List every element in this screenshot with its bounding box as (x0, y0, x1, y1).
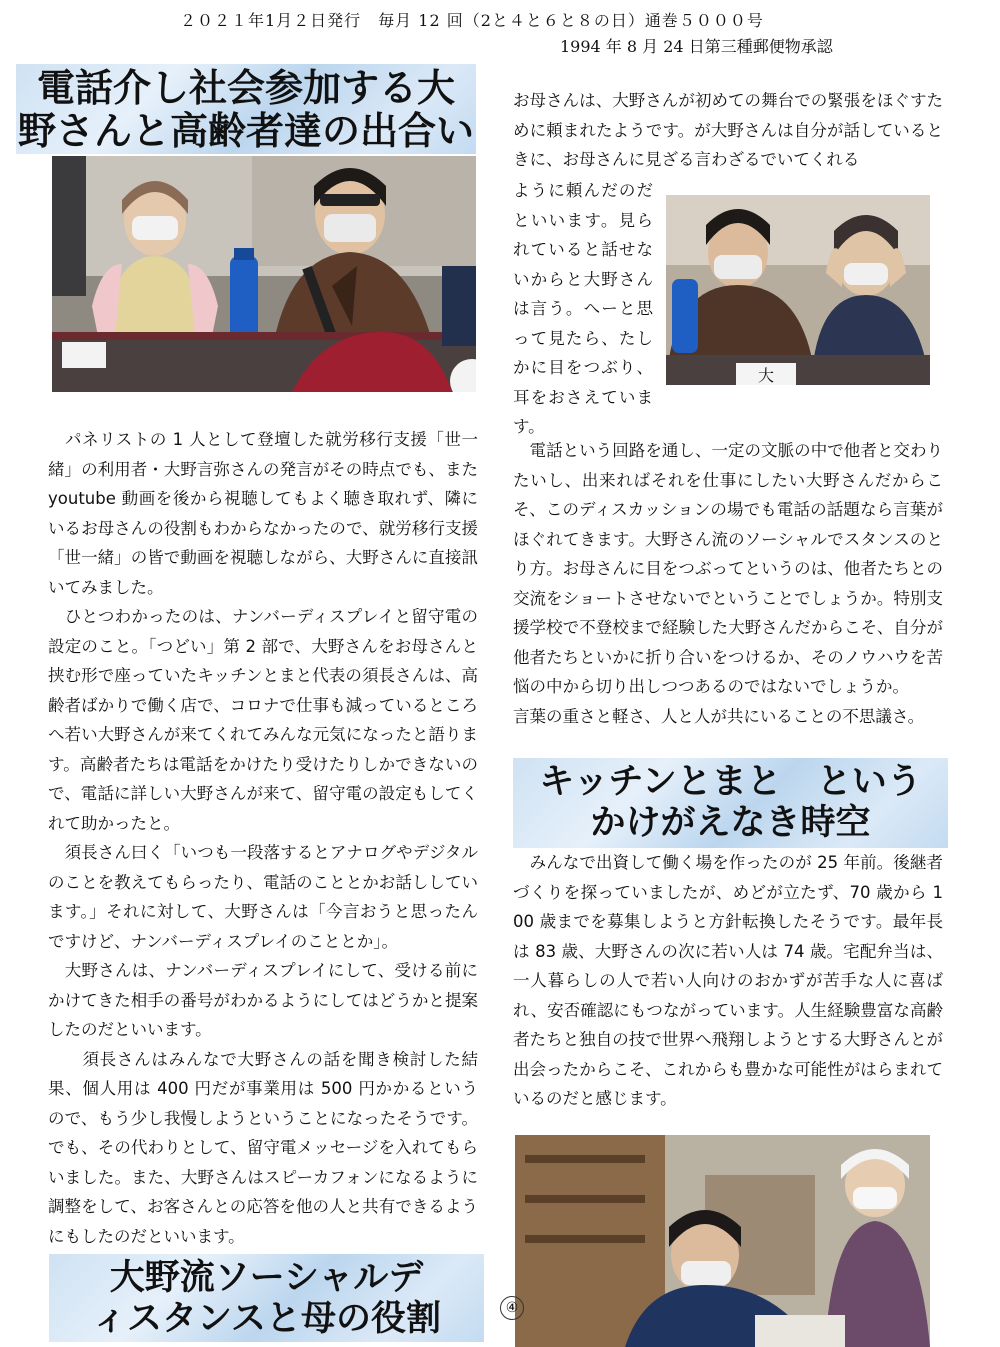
paragraph: 須長さんはみんなで大野さんの話を聞き検討した結果、個人用は 400 円だが事業用は 500 円かかるというので、もう少し我慢しようということになったそうです。でも、その代わりとして、留守電メッセージを入れてもらいました。また、大野さんはスピーカフォンになるように調整をして、お客さんとの応答を他の人と共有できるようにもしたのだといいます。 (48, 1049, 478, 1246)
main-headline-line2: 野さんと高齢者達の出合い (17, 109, 474, 153)
right-column-text (513, 436, 943, 731)
page-number: ④ (500, 1296, 524, 1320)
main-headline (16, 64, 476, 154)
headline-line2: かけがえなき時空 (590, 803, 871, 843)
kitchen-tomato-headline (513, 758, 948, 848)
paragraph: みんなで出資して働く場を作ったのが 25 年前。後継者づくりを探っていましたが、めどが立たず、70 歳から 100 歳までを募集しようと方針転換したそうです。最年長は 83 歳、大野さんの次に若い人は 74 歳。宅配弁当は、一人暮らしの人で若い人向けのおかずが苦手な人に喜ばれ、安否確認にもつながっています。人生経験豊富な高齢者たちと独自の技で世界へ飛翔しようとする大野さんとが出会ったからこそ、これからも豊かな可能性がはらまれているのだと感じます。 (513, 853, 943, 1108)
name-card-text: 大 (757, 366, 775, 385)
postal-approval: 1994 年 8 月 24 日第三種郵便物承認 (560, 37, 833, 56)
paragraph: お母さんは、大野さんが初めての舞台での緊張をほぐすために頼まれたようです。が大野さんは自分が話しているときに、お母さんに見ざる言わざるでいてくれる (513, 91, 943, 169)
main-headline-line1: 電話介し社会参加する大 (36, 66, 455, 110)
paragraph: ひとつわかったのは、ナンバーディスプレイと留守電の設定のこと。「つどい」第 2 部で、大野さんをお母さんと挟む形で座っていたキッチンとまと代表の須長さんは、高齢者ばかりで働く店で、コロナで仕事も減っているところへ若い大野さんが来てくれてみんな元気になったと語ります。高齢者たちは電話をかけたり受けたりしかできないので、電話に詳しい大野さんが来て、留守電の設定もしてくれて助かったと。 (48, 607, 478, 833)
paragraph: 言葉の重さと軽さ、人と人が共にいることの不思議さ。 (513, 706, 925, 726)
social-distance-headline (49, 1254, 484, 1342)
issue-info: ２０２１年1月２日発行 毎月 12 回（2と４と６と８の日）通巻５０００号 (180, 11, 764, 30)
headline-line1: 大野流ソーシャルデ (109, 1258, 424, 1298)
kitchen-photo (515, 1135, 930, 1347)
paragraph: 電話という回路を通し、一定の文脈の中で他者と交わりたいし、出来ればそれを仕事にしたい大野さんだからこそ、このディスカッションの場でも電話の話題なら言葉がほぐれてきます。大野さん流のソーシャルでスタンスのとり方。お母さんに目をつぶってというのは、他者たちとの交流をショートさせないでということでしょうか。特別支援学校で不登校まで経験した大野さんだからこそ、自分が他者たちといかに折り合いをつけるか、そのノウハウを苦悩の中から切り出しつつあるのではないでしょうか。 (513, 441, 943, 696)
headline-line2: ィスタンスと母の役割 (92, 1299, 441, 1339)
right-column-wrap-text (513, 176, 653, 442)
headline-line1: キッチンとまと という (539, 762, 922, 802)
left-column-text (48, 425, 478, 1251)
right-column-intro (513, 86, 943, 176)
mother-son-photo (666, 195, 930, 385)
paragraph: パネリストの 1 人として登壇した就労移行支援「世一緒」の利用者・大野言弥さんの発言がその時点でも、また youtube 動画を後から視聴してもよく聴き取れず、隣にいるお母さんの役割もわからなかったので、就労移行支援「世一緒」の皆で動画を視聴しながら、大野さんに直接訊いてみました。 (48, 430, 478, 597)
paragraph: 大野さんは、ナンバーディスプレイにして、受ける前にかけてきた相手の番号がわかるようにしてはどうかと提案したのだといいます。 (48, 961, 478, 1039)
paragraph: ように頼んだのだといいます。見られていると話せないからと大野さんは言う。へーと思って見たら、たしかに目をつぶり、耳をおさえています。 (513, 181, 653, 436)
panel-photo (52, 156, 476, 392)
kitchen-tomato-text (513, 848, 943, 1114)
paragraph: 須長さん曰く「いつも一段落するとアナログやデジタルのことを教えてもらったり、電話のこととかお話ししています。」それに対して、大野さんは「今言おうと思ったんですけど、ナンバーディスプレイのこととか」。 (48, 843, 478, 951)
